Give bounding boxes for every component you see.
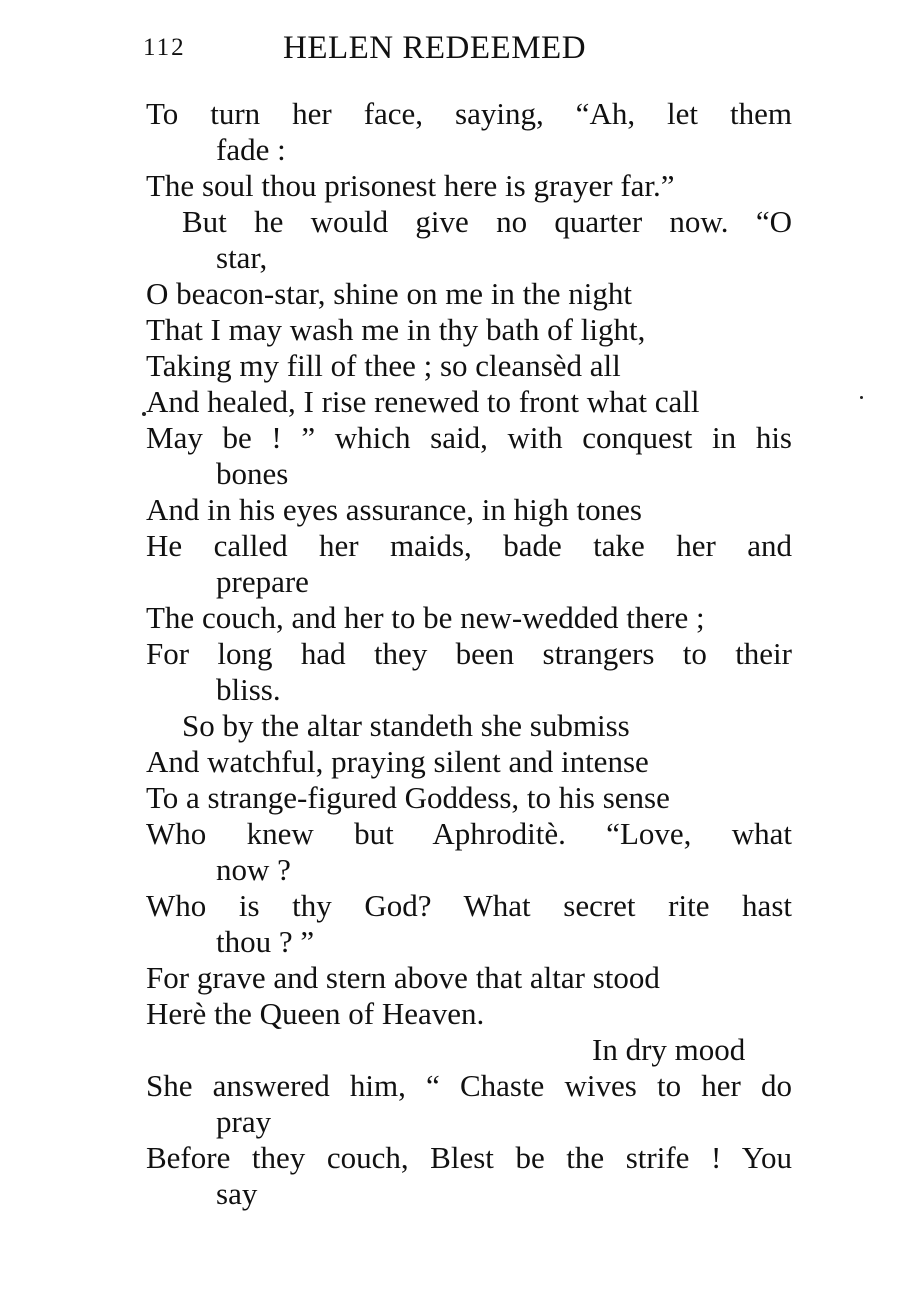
poem-line: May be ! ” which said, with conquest in his [146, 420, 792, 455]
poem-line: Taking my fill of thee ; so cleansèd all [146, 348, 621, 383]
poem-line-continuation: star, [216, 240, 268, 275]
poem-line: For grave and stern above that altar stood [146, 960, 660, 995]
poem-line-continuation: thou ? ” [216, 924, 315, 959]
poem-line-continuation: say [216, 1176, 258, 1211]
print-speck [860, 396, 863, 399]
poem-line: The soul thou prisonest here is grayer far.” [146, 168, 675, 203]
poem-line: Herè the Queen of Heaven. [146, 996, 485, 1031]
poem-line: That I may wash me in thy bath of light, [146, 312, 646, 347]
poem-line: To a strange-figured Goddess, to his sense [146, 780, 670, 815]
poem-line-continuation: fade : [216, 132, 286, 167]
poem-line-continuation: bliss. [216, 672, 281, 707]
page-number: 112 [143, 34, 186, 61]
poem-line: Who knew but Aphroditè. “Love, what [146, 816, 792, 851]
poem-line: To turn her face, saying, “Ah, let them [146, 96, 792, 131]
running-header [143, 28, 793, 68]
poem-line-continuation: now ? [216, 852, 291, 887]
poem-line-continuation: prepare [216, 564, 309, 599]
poem-line: Who is thy God? What secret rite hast [146, 888, 792, 923]
poem-line: And watchful, praying silent and intense [146, 744, 649, 779]
poem-line: In dry mood [592, 1032, 746, 1067]
poem-line: And in his eyes assurance, in high tones [146, 492, 642, 527]
poem-line: She answered him, “ Chaste wives to her do [146, 1068, 792, 1103]
poem-line: For long had they been strangers to their [146, 636, 792, 671]
poem-line: So by the altar standeth she submiss [182, 708, 630, 743]
poem-line: Before they couch, Blest be the strife ! You [146, 1140, 792, 1175]
poem-line: And healed, I rise renewed to front what call [146, 384, 700, 419]
poem-line-continuation: bones [216, 456, 289, 491]
poem-line-continuation: pray [216, 1104, 272, 1139]
poem-line: The couch, and her to be new-wedded there ; [146, 600, 705, 635]
print-speck [142, 412, 146, 416]
poem-line: O beacon-star, shine on me in the night [146, 276, 633, 311]
poem-line: But he would give no quarter now. “O [182, 204, 792, 239]
poem-line: He called her maids, bade take her and [146, 528, 792, 563]
running-title: HELEN REDEEMED [283, 30, 587, 66]
